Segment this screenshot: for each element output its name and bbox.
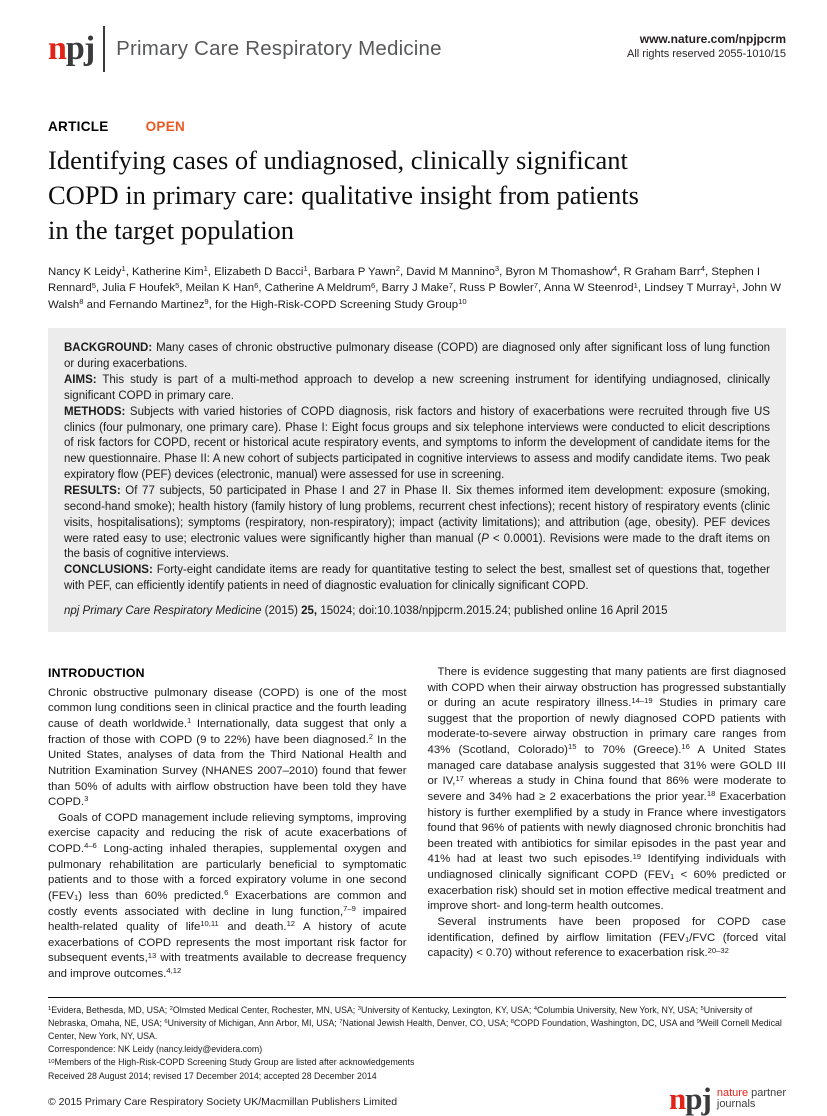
npj-footer-logo [669,1080,786,1116]
intro-paragraph-2: Goals of COPD management include relieving symptoms, improving exercise capacity and reducing the risk of acute exacerbations of COPD.$^{4-6}$ Long-acting inhaled therapies, supplemental oxygen and pulmonary rehabilitation are particularly beneficial to symptomatic patients and to those with a forced expiratory volume in one second $(FEV_1)$ less than 60% predicted.$^6$ Exacerbations are common and costly events associated with decline in lung function,$^{7-9}$ impaired health-related quality of life$^{10,11}$ and death.$^{12}$ A history of acute exacerbations of COPD represents the most important risk factor for subsequent events,$^{13}$ with treatments available to decrease frequency and improve outcomes.$^{4,12}$ [48,811,407,980]
rights-line: All rights reserved 2055-1010/15 [627,48,786,60]
intro-paragraph-3: There is evidence suggesting that many patients are first diagnosed with COPD when their airway obstruction has progressed substantially or during an acute respiratory illness.$^{14-19}$ Studies in primary care suggest that the proportion of newly diagnosed COPD patients with moderate-to-severe airway obstruction in primary care ranges from 43% (Scotland, Colorado)$^{15}$ to 70% (Greece).$^{16}$ A United States managed care database analysis suggested that 31% were GOLD III or IV,$^{17}$ whereas a study in China found that 86% were moderate to severe and 34% had ≥ 2 exacerbations the prior year.$^{18}$ Exacerbation history is further exemplified by a study in France where investigators found that 96% of patients with newly diagnosed chronic bronchitis had been treated with antibiotics for similar episodes in the past year and 41% had at least two such episodes.$^{19}$ Identifying individuals with undiagnosed clinically significant COPD ($FEV_1 < 60\%$ predicted or exacerbation risk) should set in motion effective medical treatment and improve short- and long-term health outcomes. [427,665,786,913]
npj-footer-pj: pj [685,1080,711,1116]
copyright-line: © 2015 Primary Care Respiratory Society UK/Macmillan Publishers Limited [48,1095,398,1108]
abstract-background: BACKGROUND: Many cases of chronic obstructive pulmonary disease (COPD) are diagnosed only after significant loss of lung function or during exacerbations. [64,342,770,371]
abstract-aims: AIMS: This study is part of a multi-method approach to develop a new screening instrument for identifying undiagnosed, clinically significant COPD in primary care. [64,374,770,402]
group-members-note: $^{10}$Members of the High-Risk-COPD Screening Study Group are listed after acknowledgements [48,1057,415,1068]
citation-line: npj Primary Care Respiratory Medicine (2015) 25, 15024; doi:10.1038/npjpcrm.2015.24; published online 16 April 2015 [64,605,668,618]
received-dates: Received 28 August 2014; revised 17 December 2014; accepted 28 December 2014 [48,1070,377,1081]
title-line-3: in the target population [48,215,295,246]
journal-url[interactable]: www.nature.com/npjpcrm [639,32,786,46]
npj-logo-n: n [48,30,66,67]
npj-footer-n: n [669,1080,686,1116]
journal-name: Primary Care Respiratory Medicine [116,37,442,60]
header-right [627,26,786,60]
correspondence-line: Correspondence: NK Leidy (nancy.leidy@evidera.com) [48,1044,263,1055]
author-list: Nancy K Leidy$^1$, Katherine Kim$^1$, Elizabeth D Bacci$^1$, Barbara P Yawn$^2$, David M Mannino$^3$, Byron M Thomashow$^4$, R Graham Barr$^4$, Stephen I Rennard$^5$, Julia F Houfek$^5$, Meilan K Han$^6$, Catherine A Meldrum$^6$, Barry J Make$^7$, Russ P Bowler$^7$, Anna W Steenrod$^1$, Lindsey T Murray$^1$, John W Walsh$^8$ and Fernando Martinez$^9$, for the High-Risk-COPD Screening Study Group$^{10}$ [48,264,781,311]
right-column [428,665,787,983]
open-access-badge: OPEN [145,119,186,134]
tag-nature: nature [716,1086,749,1099]
title-line-2: COPD in primary care: qualitative insight from patients [48,180,639,211]
logo-divider [103,26,105,72]
intro-paragraph-4: Several instruments have been proposed for COPD case identification, defined by airflow limitation ($FEV_1$/FVC (forced vital capacity) < 0.70) without reference to exacerbation risk.$^{20-32}$ [427,915,786,960]
abstract-methods: METHODS: Subjects with varied histories of COPD diagnosis, risk factors and history of exacerbations were recruited through five US clinics (four pulmonary, one primary care). Phase I: Eight focus groups and six telephone interviews were conducted to elicit descriptions of risk factors for COPD, recent or historical acute respiratory events, and symptoms to inform the development of candidate items for the new questionnaire. Phase II: A new cohort of subjects participated in cognitive interviews to assess and modify candidate items. Two peak expiratory flow (PEF) devices (electronic, manual) were assessed for use in screening. [64,405,770,482]
npj-journal-logo [48,26,442,72]
npj-logo [48,32,94,66]
article-type-label: ARTICLE [48,119,109,134]
nature-partner-journals-tag [717,1083,786,1111]
npj-logo-pj: pj [65,30,95,67]
footnote-block [48,997,786,1083]
title-line-1: Identifying cases of undiagnosed, clinically significant [48,145,628,175]
tag-journals: journals [716,1098,756,1111]
left-column [48,665,407,983]
npj-footer-wordmark [669,1080,711,1116]
body-columns [48,665,786,983]
introduction-heading: INTRODUCTION [48,665,145,680]
tag-partner: partner [748,1086,786,1099]
affiliations: $^1$Evidera, Bethesda, MD, USA; $^2$Olmsted Medical Center, Rochester, MN, USA; $^3$University of Kentucky, Lexington, KY, USA; $^4$Columbia University, New York, NY, USA; $^5$University of Nebraska, Omaha, NE, USA; $^6$University of Michigan, Ann Arbor, MI, USA; $^7$National Jewish Health, Denver, CO, USA; $^8$COPD Foundation, Washington, DC, USA and $^9$Weill Cornell Medical Center, New York, NY, USA. [48,1004,782,1041]
article-type-row [48,119,786,134]
page-footer [48,1080,786,1116]
abstract-conclusions: CONCLUSIONS: Forty-eight candidate items are ready for quantitative testing to select the best, smallest set of questions that, together with PEF, can efficiently identify patients in need of diagnostic evaluation for clinically significant COPD. [64,564,770,593]
masthead [48,26,786,72]
page-title [48,143,786,249]
abstract-results: RESULTS: Of 77 subjects, 50 participated in Phase I and 27 in Phase II. Six themes informed item development: exposure (smoking, second-hand smoke); health history (family history of lung problems, recurrent chest infections); recent history of respiratory events (clinic visits, hospitalisations); symptoms (respiratory, non-respiratory); impact (activity limitations); and attribution (age, obesity). PEF devices were rated easy to use; electronic values were significantly higher than manual (P < 0.0001). Revisions were made to the draft items on the basis of cognitive interviews. [64,485,771,561]
intro-paragraph-1: Chronic obstructive pulmonary disease (COPD) is one of the most common lung conditions seen in clinical practice and the fourth leading cause of death worldwide.$^1$ Internationally, data suggest that only a fraction of those with COPD (9 to 22%) have been diagnosed.$^2$ In the United States, analyses of data from the Third National Health and Nutrition Examination Survey (NHANES 2007–2010) found that fewer than 50% of adults with airflow obstruction have been told they have COPD.$^3$ [48,686,407,809]
abstract-box [48,328,786,632]
